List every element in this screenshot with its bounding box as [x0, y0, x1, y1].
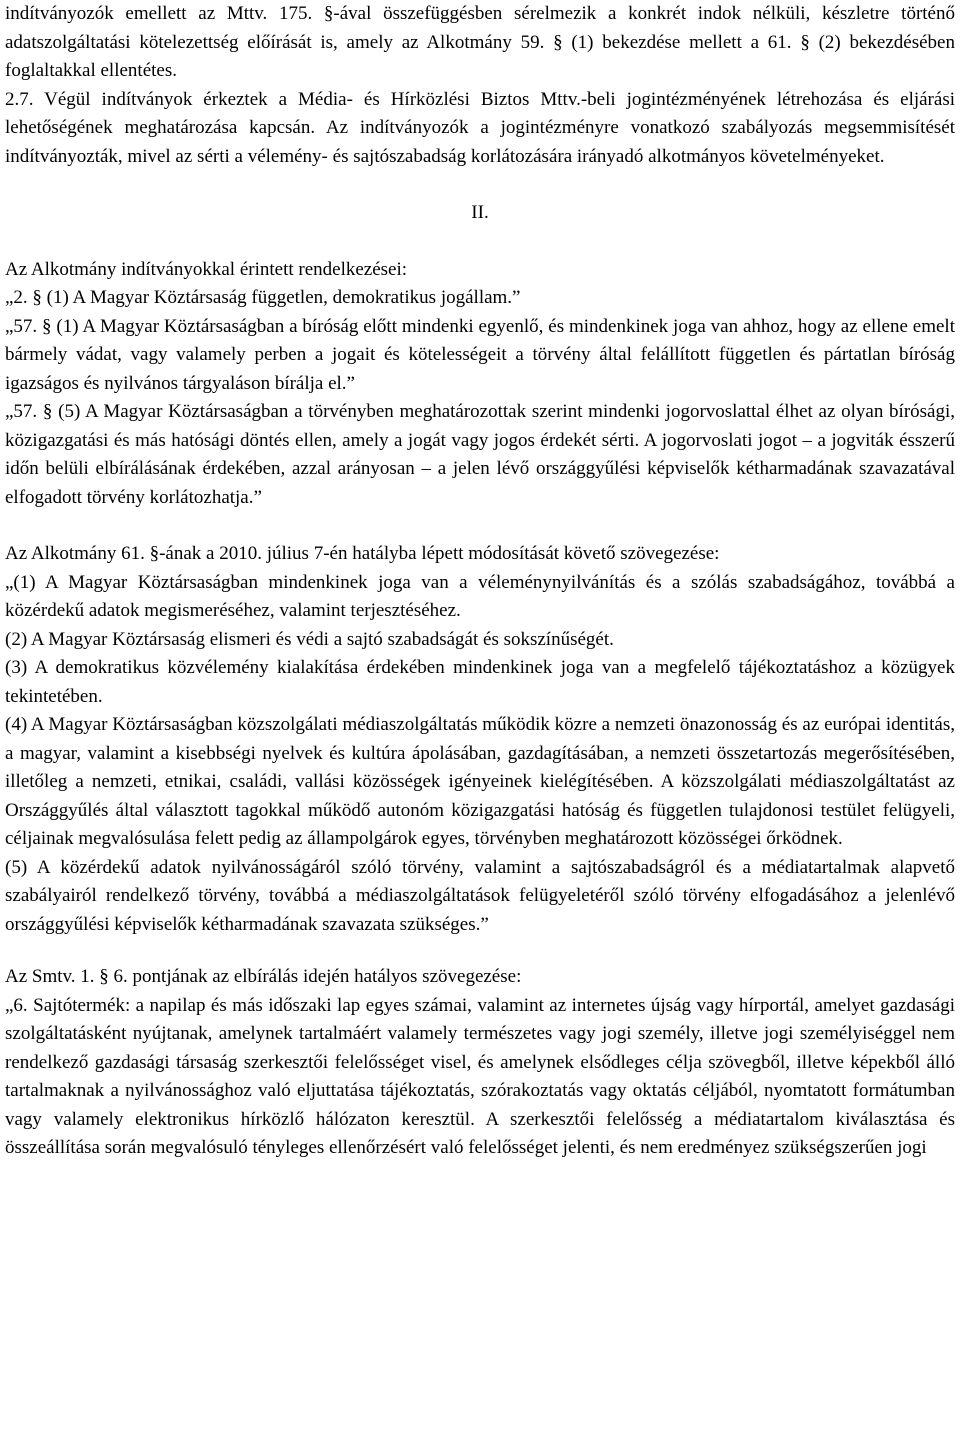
- document-page: [5, 0, 955, 1163]
- article-61-paragraph-1: „(1) A Magyar Köztársaságban mindenkinek joga van a véleménynyilvánítás és a szólás szabadságához, továbbá a közérdekű adatok megismeréséhez, valamint terjesztéséhez.: [5, 571, 955, 621]
- smtv-intro: Az Smtv. 1. § 6. pontjának az elbírálás idején hatályos szövegezése:: [5, 966, 522, 987]
- quote-article-57-1: „57. § (1) A Magyar Köztársaságban a bíróság előtt mindenki egyenlő, és mindenkinek joga van ahhoz, hogy az ellene emelt bármely vádat, vagy valamely perben a jogait és kötelességeit a törvény által felállított független és pártatlan bíróság igazságos és nyilvános tárgyaláson bírálja el.”: [5, 315, 955, 394]
- quote-article-2-1: „2. § (1) A Magyar Köztársaság független, demokratikus jogállam.”: [5, 287, 521, 308]
- section-heading: II.: [471, 202, 489, 223]
- article-61-intro: Az Alkotmány 61. §-ának a 2010. július 7-én hatályba lépett módosítását követő szövegezése:: [5, 543, 720, 564]
- paragraph-indictment-continuation: indítványozók emellett az Mttv. 175. §-ával összefüggésben sérelmezik a konkrét indok nélküli, készletre történő adatszolgáltatási kötelezettség előírását is, amely az Alkotmány 59. § (1) bekezdése mellett a 61. § (2) bekezdésében foglaltakkal ellentétes.: [5, 3, 955, 81]
- quote-article-57-5: „57. § (5) A Magyar Köztársaságban a törvényben meghatározottak szerint mindenki jogorvoslattal élhet az olyan bírósági, közigazgatási és más hatósági döntés ellen, amely a jogát vagy jogos érdekét sérti. A jogorvoslati jogot – a jogviták ésszerű időn belüli elbírálásának érdekében, azzal arányosan – a jelen lévő országgyűlési képviselők kétharmadának szavazatával elfogadott törvény korlátozhatja.”: [5, 401, 955, 508]
- article-61-paragraph-4: (4) A Magyar Köztársaságban közszolgálati médiaszolgáltatás működik közre a nemzeti önazonosság és az európai identitás, a magyar, valamint a kisebbségi nyelvek és kultúra ápolásában, gazdagításában, a nemzeti összetartozás megerősítésében, illetőleg a nemzeti, etnikai, családi, vallási közösségek igényeinek kielégítésében. A közszolgálati médiaszolgáltatást az Országgyűlés által választott tagokkal működő autonóm közigazgatási hatóság és független tulajdonosi testület felügyeli, céljainak megvalósulása felett pedig az állampolgárok egyes, törvényben meghatározott közösségei őrködnek.: [5, 714, 955, 849]
- smtv-point-6: „6. Sajtótermék: a napilap és más időszaki lap egyes számai, valamint az internetes újság vagy hírportál, amelyet gazdasági szolgáltatásként nyújtanak, amelynek tartalmáért valamely természetes vagy jogi személy, illetve jogi személyiséggel nem rendelkező gazdasági társaság szerkesztői felelősséget visel, és amelynek elsődleges célja szövegből, illetve képekből álló tartalmaknak a nyilvánossághoz való eljuttatása tájékoztatás, szórakoztatás vagy oktatás céljából, nyomtatott formátumban vagy valamely elektronikus hírközlő hálózaton keresztül. A szerkesztői felelősség a médiatartalom kiválasztása és összeállítása során megvalósuló tényleges ellenőrzésért való felelősséget jelenti, és nem eredményez szükségszerűen jogi: [5, 994, 955, 1158]
- paragraph-section-2-7: 2.7. Végül indítványok érkeztek a Média- és Hírközlési Biztos Mttv.-beli jogintézményének létrehozása és eljárási lehetőségének meghatározása kapcsán. Az indítványozók a jogintézményre vonatkozó szabályozás megsemmisítését indítványozták, mivel az sérti a vélemény- és sajtószabadság korlátozására irányadó alkotmányos követelményeket.: [5, 88, 955, 167]
- article-61-paragraph-2: (2) A Magyar Köztársaság elismeri és védi a sajtó szabadságát és sokszínűségét.: [5, 628, 614, 650]
- article-61-paragraph-3: (3) A demokratikus közvélemény kialakítása érdekében mindenkinek joga van a megfelelő tájékoztatáshoz a közügyek tekintetében.: [5, 657, 955, 707]
- article-61-paragraph-5: (5) A közérdekű adatok nyilvánosságáról szóló törvény, valamint a sajtószabadságról és a médiatartalmak alapvető szabályairól rendelkező törvény, továbbá a médiaszolgáltatások felügyeletéről szóló törvény elfogadásához a jelenlévő országgyűlési képviselők kétharmadának szavazata szükséges.”: [5, 856, 955, 935]
- constitution-provisions-intro: Az Alkotmány indítványokkal érintett rendelkezései:: [5, 258, 408, 280]
